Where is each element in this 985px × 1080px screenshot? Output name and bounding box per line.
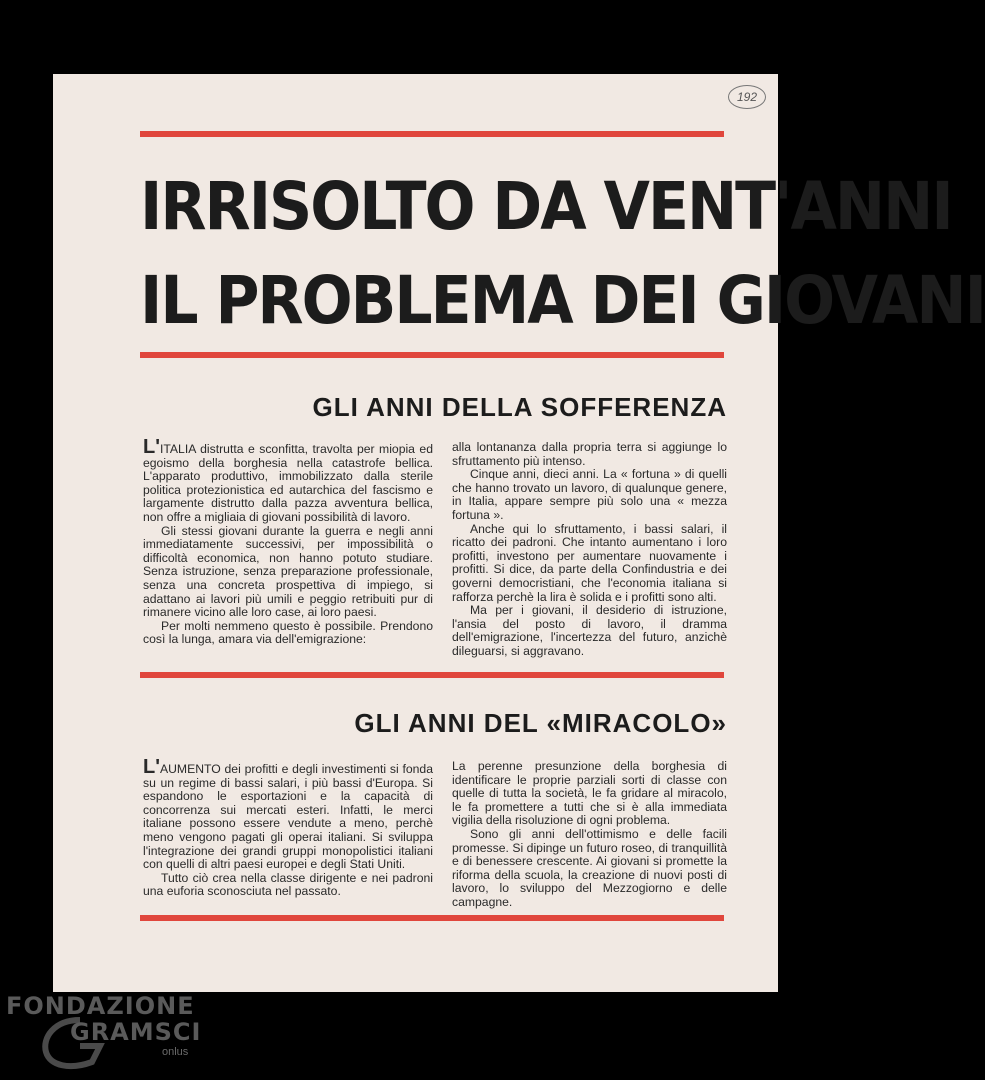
section2-left-paragraph-1 bbox=[143, 756, 433, 872]
section-divider-rule bbox=[140, 672, 724, 678]
headline-bottom-rule bbox=[140, 352, 724, 358]
watermark-line-2: GRAMSCI bbox=[70, 1018, 202, 1046]
page-number: 192 bbox=[728, 85, 766, 109]
section2-left-column bbox=[143, 756, 433, 899]
fondazione-gramsci-watermark bbox=[6, 992, 216, 1072]
section2-right-paragraph-2: Sono gli anni dell'ottimismo e delle facili promesse. Si dipinge un futuro roseo, di tranquillità e di benessere crescente. Ai giovani si promette la riforma della scuola, la creazione di nuovi posti di lavoro, lo sviluppo del Mezzogiorno e delle campagne. bbox=[452, 826, 727, 909]
dropcap: L' bbox=[143, 436, 160, 458]
section1-right-column bbox=[452, 441, 727, 659]
section2-right-column bbox=[452, 760, 727, 910]
watermark-line-3: onlus bbox=[162, 1046, 189, 1058]
section1-left-paragraph-2: Gli stessi giovani durante la guerra e negli anni immediatamente successivi, per impossibilità o difficoltà economica, non hanno potuto studiare. Senza istruzione, senza preparazione professionale, senza una concreta prospettiva di impiego, si adattano ai lavori più umili e peggio retribuiti pur di rimanere vicino alle loro case, ai loro paesi. bbox=[143, 523, 433, 620]
paragraph-text: AUMENTO dei profitti e degli investimenti si fonda su un regime di bassi salari, i più bassi d'Europa. Si espandono le esportazioni e la capacità di concorrenza sui mercati esteri. Infatti, le merci italiane possono essere vendute a meno, perchè meno vengono pagati gli operai italiani. Si sviluppa l'integrazione dei grandi gruppi monopolistici italiani con quelli di altri paesi europei e degli Stati Uniti. bbox=[143, 762, 433, 872]
section1-right-paragraph-4: Ma per i giovani, il desiderio di istruzione, l'ansia del posto di lavoro, il dramma dell'emigrazione, l'incertezza del futuro, anzichè dileguarsi, si aggravano. bbox=[452, 603, 727, 658]
section1-right-paragraph-2: Cinque anni, dieci anni. La « fortuna » di quelli che hanno trovato un lavoro, di qualunque genere, in Italia, appare sempre più solo una « mezza fortuna ». bbox=[452, 467, 727, 522]
section2-left-paragraph-2: Tutto ciò crea nella classe dirigente e nei padroni una euforia sconosciuta nel passato. bbox=[143, 870, 433, 899]
section-title-miracolo: GLI ANNI DEL «MIRACOLO» bbox=[354, 708, 727, 738]
section2-right-paragraph-1: La perenne presunzione della borghesia di identificare le proprie parziali sorti di classe con quelle di tutta la società, le fa gridare al miracolo, le fa promettere a tutti che si è alla immediata vigilia della risoluzione di ogni problema. bbox=[452, 759, 727, 828]
section1-left-paragraph-3: Per molti nemmeno questo è possibile. Prendono così la lunga, amara via dell'emigrazione: bbox=[143, 618, 433, 647]
paragraph-text: ITALIA distrutta e sconfitta, travolta per miopia ed egoismo della borghesia nella catastrofe bellica. L'apparato produttivo, immobilizzato dalla sterile politica protezionistica ed autarchica del fascismo e largamente distrutto dalla pazza avventura bellica, non offre a migliaia di giovani possibilità di lavoro. bbox=[143, 442, 433, 524]
top-red-rule bbox=[140, 131, 724, 137]
section1-right-paragraph-3: Anche qui lo sfruttamento, i bassi salari, il ricatto dei padroni. Che intanto aumentano i loro profitti, investono per aumentare nuovamente i profitti. Si dice, da parte della Confindustria e dei governi democristiani, che l'economia italiana si rafforza perchè la lira è solida e i profitti sono alti. bbox=[452, 521, 727, 604]
dropcap: L' bbox=[143, 756, 160, 778]
headline-line-1: IRRISOLTO DA VENT'ANNI bbox=[140, 168, 952, 246]
section1-right-paragraph-1: alla lontananza dalla propria terra si aggiunge lo sfruttamento più intenso. bbox=[452, 440, 727, 468]
headline-line-2: IL PROBLEMA DEI GIOVANI bbox=[140, 262, 985, 340]
section1-left-column bbox=[143, 436, 433, 647]
section1-left-paragraph-1 bbox=[143, 436, 433, 525]
watermark-line-1: FONDAZIONE bbox=[6, 992, 195, 1020]
section-title-sofferenza: GLI ANNI DELLA SOFFERENZA bbox=[312, 392, 727, 422]
bottom-red-rule bbox=[140, 915, 724, 921]
